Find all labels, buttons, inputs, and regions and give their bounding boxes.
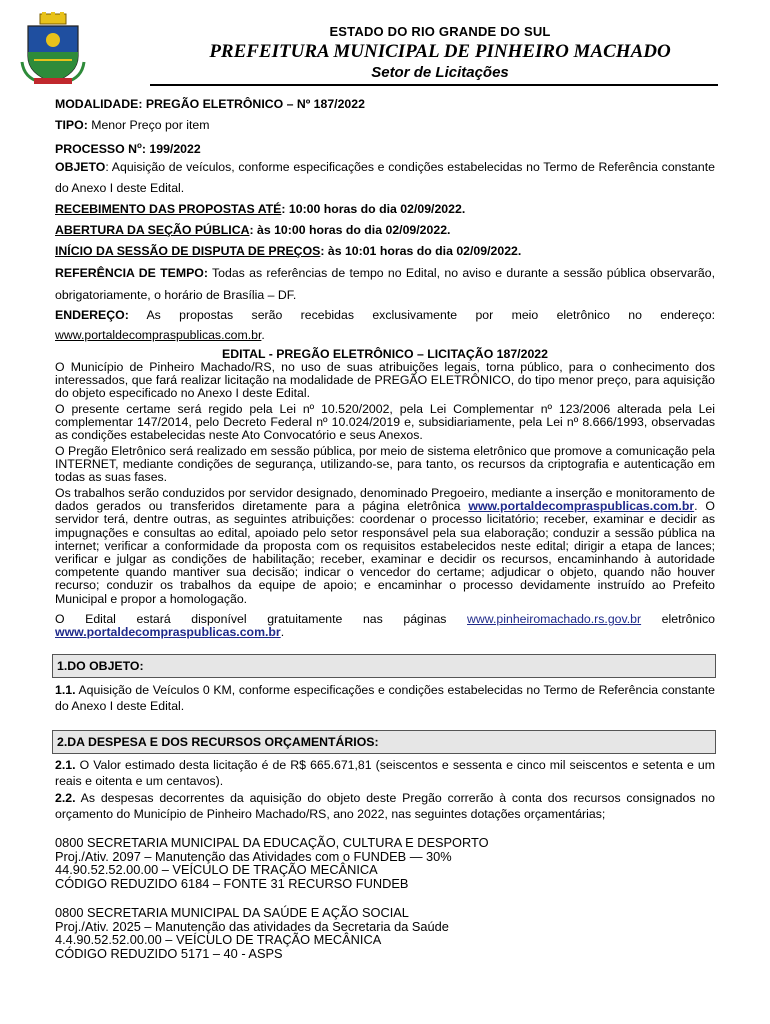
endereco-end: . bbox=[261, 328, 265, 342]
section-2-2-text: As despesas decorrentes da aquisição do objeto deste Pregão correrão à conta dos recursos consignados no orçamento do Município de Pinheiro Machado/RS, ano 2022, nas seguintes dotações orçamentárias; bbox=[55, 791, 715, 821]
dotacao-line: CÓDIGO REDUZIDO 5171 – 40 - ASPS bbox=[55, 945, 283, 961]
edital-p5-mid: eletrônico bbox=[641, 612, 715, 626]
dotacao-line: 44.90.52.52.00.00 – VEÍCULO DE TRAÇÃO MECÂNICA bbox=[55, 862, 378, 877]
header-rule bbox=[150, 84, 718, 86]
header-prefeitura: PREFEITURA MUNICIPAL DE PINHEIRO MACHADO bbox=[209, 41, 671, 62]
dotacao-line: Proj./Ativ. 2025 – Manutenção das atividades da Secretaria da Saúde bbox=[55, 918, 449, 934]
section-1-1 bbox=[55, 682, 715, 714]
endereco-link-line bbox=[55, 325, 715, 345]
recebimento-line bbox=[55, 199, 715, 219]
edital-p5-end: . bbox=[280, 625, 285, 640]
edital-p5-a: O Edital estará disponível gratuitamente nas páginas bbox=[55, 612, 468, 626]
referencia-label: REFERÊNCIA DE TEMPO: bbox=[55, 266, 208, 280]
abertura-label: ABERTURA DA SEÇÃO PÚBLICA bbox=[55, 223, 250, 237]
endereco-line bbox=[55, 305, 715, 325]
edital-p2: O presente certame será regido pela Lei nº 10.520/2002, pela Lei Complementar nº 123/2006 alterada pela Lei complementar 147/2014, pelo Decreto Federal nº 10.024/2019 e, subsidiariamente, pela Lei nº 8.666/1993, observadas as condições estabelecidas neste Ato Convocatório e seus Anexos. bbox=[55, 402, 715, 443]
header-state: ESTADO DO RIO GRANDE DO SUL bbox=[329, 24, 551, 39]
edital-p4-a: Os trabalhos serão conduzidos por servidor designado, denominado Pregoeiro, mediante a inserção e monitoramento de dados gerados ou transferidos diretamente para a página eletrônica bbox=[55, 486, 715, 514]
tipo-value: Menor Preço por item bbox=[91, 118, 210, 132]
section-2-header: 2.DA DESPESA E DOS RECURSOS ORÇAMENTÁRIOS: bbox=[52, 730, 716, 754]
recebimento-label: RECEBIMENTO DAS PROPOSTAS ATÉ bbox=[55, 202, 282, 216]
dotacao-line: 4.4.90.52.52.00.00 – VEÍCULO DE TRAÇÃO MECÂNICA bbox=[55, 932, 382, 947]
section-2-1-text: O Valor estimado desta licitação é de R$ 665.671,81 (seiscentos e sessenta e cinco mil seiscentos e setenta e um reais e oitenta e um centavos). bbox=[55, 758, 715, 788]
dotacao-line: 0800 SECRETARIA MUNICIPAL DA EDUCAÇÃO, CULTURA E DESPORTO bbox=[55, 835, 489, 850]
header-sector: Setor de Licitações bbox=[371, 64, 509, 81]
municipal-crest-icon bbox=[20, 12, 86, 86]
edital-p5-link1[interactable]: www.pinheiromachado.rs.gov.br bbox=[467, 612, 642, 626]
edital-p1: O Município de Pinheiro Machado/RS, no uso de suas atribuições legais, torna público, para o conhecimento dos interessados, que fará realizar licitação na modalidade de PREGÃO ELETRÔNICO, do tipo menor preço, para aquisição do objeto especificado no Anexo I deste Edital. bbox=[55, 360, 715, 401]
edital-title: EDITAL - PREGÃO ELETRÔNICO – LICITAÇÃO 187/2022 bbox=[222, 347, 548, 361]
section-2-2-num: 2.2. bbox=[55, 791, 76, 805]
processo-value: : 199/2022 bbox=[141, 142, 201, 157]
endereco-value: As propostas serão recebidas exclusivamente por meio eletrônico no endereço: bbox=[128, 308, 715, 322]
dotacao-line: Proj./Ativ. 2097 – Manutenção das Atividades com o FUNDEB — 30% bbox=[55, 848, 452, 864]
endereco-label: ENDEREÇO: bbox=[55, 308, 129, 322]
inicio-label: INÍCIO DA SESSÃO DE DISPUTA DE PREÇOS bbox=[55, 244, 321, 258]
section-2-1 bbox=[55, 757, 715, 789]
dotacao-saude bbox=[55, 906, 715, 960]
section-2-1-num: 2.1. bbox=[55, 758, 76, 772]
objeto-label: OBJETO bbox=[55, 160, 106, 174]
edital-p4-b: . O servidor terá, dentre outras, as seguintes atribuições: coordenar o processo licitatório; receber, examinar e decidir as impugnações e consultas ao edital, apoiado pelo setor responsável pela sua elaboração; conduzir a sessão pública na internet; verificar a conformidade da proposta com os requisitos estabelecidos neste edital; dirigir a etapa de lances; verificar e julgar as condições de habilitação; receber, examinar e decidir os recursos, encaminhando à autoridade competente quando mantiver sua decisão; indicar o vencedor do certame; adjudicar o objeto, quando não houver recurso; conduzir os trabalhos da equipe de apoio; e encaminhar o processo devidamente instruído ao Prefeito Municipal e propor a homologação. bbox=[55, 499, 715, 606]
processo-line bbox=[55, 136, 715, 159]
modalidade-text: MODALIDADE: PREGÃO ELETRÔNICO – Nº 187/2022 bbox=[55, 97, 365, 111]
processo-sup: o bbox=[137, 141, 142, 150]
dotacao-line: 0800 SECRETARIA MUNICIPAL DA SAÚDE E AÇÃO SOCIAL bbox=[55, 905, 409, 920]
section-1-1-text: Aquisição de Veículos 0 KM, conforme especificações e condições estabelecidas no Termo de Referência constante do Anexo I deste Edital. bbox=[55, 683, 715, 713]
abertura-line bbox=[55, 220, 715, 240]
referencia-line bbox=[55, 262, 715, 306]
section-2-2 bbox=[55, 790, 715, 822]
tipo-line bbox=[55, 115, 715, 135]
inicio-value: : às 10:01 horas do dia 02/09/2022. bbox=[320, 244, 522, 258]
section-1-header: 1.DO OBJETO: bbox=[52, 654, 716, 678]
dotacao-educacao bbox=[55, 836, 715, 890]
abertura-value: : às 10:00 horas do dia 02/09/2022. bbox=[249, 223, 451, 237]
referencia-value: Todas as referências de tempo no Edital, no aviso e durante a sessão pública observarão, obrigatoriamente, o horário de Brasília – DF. bbox=[55, 266, 715, 302]
edital-p5-link2[interactable]: www.portaldecompraspublicas.com.br bbox=[55, 625, 281, 640]
edital-p4-link[interactable]: www.portaldecompraspublicas.com.br bbox=[468, 499, 695, 514]
edital-p4 bbox=[55, 487, 715, 606]
endereco-link[interactable]: www.portaldecompraspublicas.com.br bbox=[55, 328, 262, 342]
edital-p3: O Pregão Eletrônico será realizado em sessão pública, por meio de sistema eletrônico que promove a comunicação pela INTERNET, mediante condições de segurança, utilizando-se, para tanto, os recursos da criptografia e autenticação em todas as suas fases. bbox=[55, 444, 715, 485]
section-1-1-num: 1.1. bbox=[55, 683, 76, 697]
recebimento-value: : 10:00 horas do dia 02/09/2022. bbox=[281, 202, 466, 216]
dotacao-line: CÓDIGO REDUZIDO 6184 – FONTE 31 RECURSO FUNDEB bbox=[55, 875, 409, 891]
modalidade-line bbox=[55, 94, 715, 114]
objeto-line bbox=[55, 157, 715, 199]
tipo-label: TIPO: bbox=[55, 118, 88, 132]
inicio-line bbox=[55, 241, 715, 261]
processo-label: PROCESSO N bbox=[55, 142, 137, 157]
edital-p5 bbox=[55, 613, 715, 639]
objeto-value: : Aquisição de veículos, conforme especificações e condições estabelecidas no Termo de Referência constante do Anexo I deste Edital. bbox=[55, 160, 715, 195]
